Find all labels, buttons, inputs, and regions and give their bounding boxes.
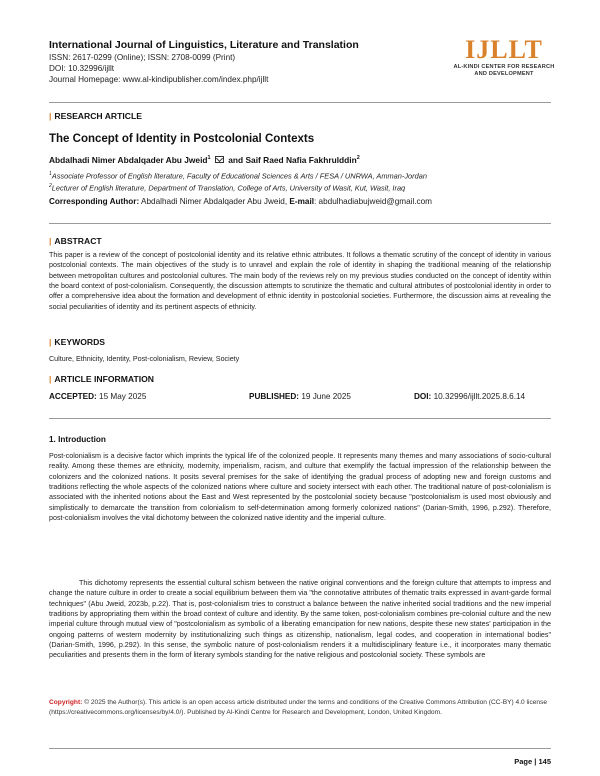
affiliation-1: $^1$Associate Professor of English literature, Faculty of Educational Sciences & Arts / FESA / UNRWA, Amman-Jordan xyxy=(49,171,427,181)
section-bar-icon: | xyxy=(49,337,52,347)
affiliation-2: $^2$Lecturer of English literature, Department of Translation, College of Arts, University of Wasit, Kut, Wasit, Iraq xyxy=(49,183,406,193)
author-1-sup: 1 xyxy=(207,155,211,162)
intro-heading: 1. Introduction xyxy=(49,435,106,444)
header-divider xyxy=(49,102,551,103)
email-label: E-mail xyxy=(289,197,314,206)
corresponding-author xyxy=(49,197,432,206)
footer-divider xyxy=(49,748,551,749)
copyright-text: © 2025 the Author(s). This article is an open access article distributed under the terms and conditions of the Creative Commons Attribution (CC-BY) 4.0 license (https://creativecommons.org/licenses/by/4.0/). Published by Al-Kindi Centre for Research and Development, London, United Kingdom. xyxy=(49,699,548,716)
logo-line-1: AL-KINDI CENTER FOR RESEARCH xyxy=(453,64,555,70)
section-bar-icon: | xyxy=(49,236,52,246)
intro-paragraph-2: This dichotomy represents the essential cultural schism between the native original conventions and the foreign culture that attempts to impress and change the nature culture in order to create a social equilibrium between them via "the connotative attributes of thematic traits expressed in avant-garde formal techniques" (Abu Jweid, 2023b, p.22). That is, post-colonialism tries to construct a balance between the native inherited social traditions and the new imperial traditions by appropriating them within the broad context of culture and identity. By the same token, post-colonialism combines pre-colonial culture and the new imperial culture through mutual view of "postcolonialism as symbolic of a liberating emancipation for new nations, despite these new states' participation in the ongoing patterns of western modernity by institutionalizing such things as citizenship, nationalism, legal codes, and cooperation in international bodies" (Darian-Smith, 1996, p.292). In this sense, the symbolic nature of post-colonialism renders it a multidisciplinary feature i.e., it incorporates many thematic peculiarities and presents them in the form of literary symbols standing for the native religious and postcolonial society. These symbols are xyxy=(49,579,551,660)
journal-doi: DOI: 10.32996/ijllt xyxy=(49,64,115,73)
abstract-heading: | ABSTRACT xyxy=(49,236,102,246)
section-bar-icon: | xyxy=(49,111,52,121)
keywords-text: Culture, Ethnicity, Identity, Post-colonialism, Review, Society xyxy=(49,355,240,363)
corresponding-name: Abdalhadi Nimer Abdalqader Abu Jweid, xyxy=(141,197,288,206)
logo-mark: IJLLT xyxy=(465,35,543,64)
section-bar-icon: | xyxy=(49,374,52,384)
author-separator: and xyxy=(228,155,244,165)
author-line xyxy=(49,155,360,165)
mail-icon[interactable] xyxy=(215,156,224,163)
logo-line-2: AND DEVELOPMENT xyxy=(474,71,534,77)
email-address[interactable]: : abdulhadiabujweid@gmail.com xyxy=(314,197,432,206)
accepted-date: ACCEPTED: 15 May 2025 xyxy=(49,392,147,401)
article-info-heading: | ARTICLE INFORMATION xyxy=(49,374,155,384)
page-number: Page | 145 xyxy=(514,757,551,766)
article-type: | RESEARCH ARTICLE xyxy=(49,111,142,121)
author-2: Saif Raed Nafia Fakhrulddin xyxy=(245,155,357,165)
journal-homepage[interactable]: Journal Homepage: www.al-kindipublisher.com/index.php/ijllt xyxy=(49,75,269,84)
journal-name: International Journal of Linguistics, Literature and Translation xyxy=(49,39,359,51)
author-2-sup: 2 xyxy=(356,155,360,162)
divider-abstract xyxy=(49,223,551,224)
published-date: PUBLISHED: 19 June 2025 xyxy=(249,392,351,401)
journal-header xyxy=(49,38,449,85)
abstract-text: This paper is a review of the concept of postcolonial identity and its relative ethnic attributes. It follows a thematic scrutiny of the concept of identity in various postcolonial contexts. The main objectives of the study is to unravel and explain the role of identity in shaping the traditional meaning of the relationship between metropolitan cultures and postcolonial cultures. The main body of the reviews rely on my previous studies conducted on the concept of identity within the board context of post-colonialism. Consequently, the discussion attempts to scrutinize the thematic and cultural attributes of postcolonial identity in order to offer a comprehensive idea about the formation and development of ethnic identity in postcolonial societies. Furthermore, the discussion aims at revealing the social peculiarities of identity and its pertinent aspects of ethnicity. xyxy=(49,251,551,311)
copyright-notice xyxy=(49,698,549,717)
corresponding-label: Corresponding Author: xyxy=(49,197,140,206)
journal-issn: ISSN: 2617-0299 (Online); ISSN: 2708-0099 (Print) xyxy=(49,53,236,62)
keywords-heading: | KEYWORDS xyxy=(49,337,106,347)
article-doi: DOI: 10.32996/ijllt.2025.8.6.14 xyxy=(414,392,526,401)
intro-paragraph-1: Post-colonialism is a decisive factor which imprints the typical life of the colonized people. It represents many themes and many associations of socio-cultural reality. Among these themes are ethnicity, modernity, imperialism, racism, and culture that exemplify the factual impression of the relationship between the colonizers and the colonized nations. It posits several premises for the sake of identifying the gradual process of adopting new and foreign customs and traditions reflecting the whole aspects of the colonized nations where culture and society intersect with each other. The traditional nature of post-colonialism is associated with the inherited notions about the East and West represented by the postcolonial society because "postcolonialism is used most obviously and simplistically to demarcate the transition from colonialism to self-determination among formerly colonized nations" (Darian-Smith, 1996, p.292). Therefore, post-colonialism involves the vital dichotomy between the colonized native identity and the imperial culture. xyxy=(49,452,551,523)
paper-title: The Concept of Identity in Postcolonial Contexts xyxy=(49,133,315,145)
journal-logo xyxy=(444,36,564,78)
copyright-label: Copyright: xyxy=(49,699,83,706)
author-1: Abdalhadi Nimer Abdalqader Abu Jweid xyxy=(49,155,208,165)
divider-intro xyxy=(49,418,551,419)
